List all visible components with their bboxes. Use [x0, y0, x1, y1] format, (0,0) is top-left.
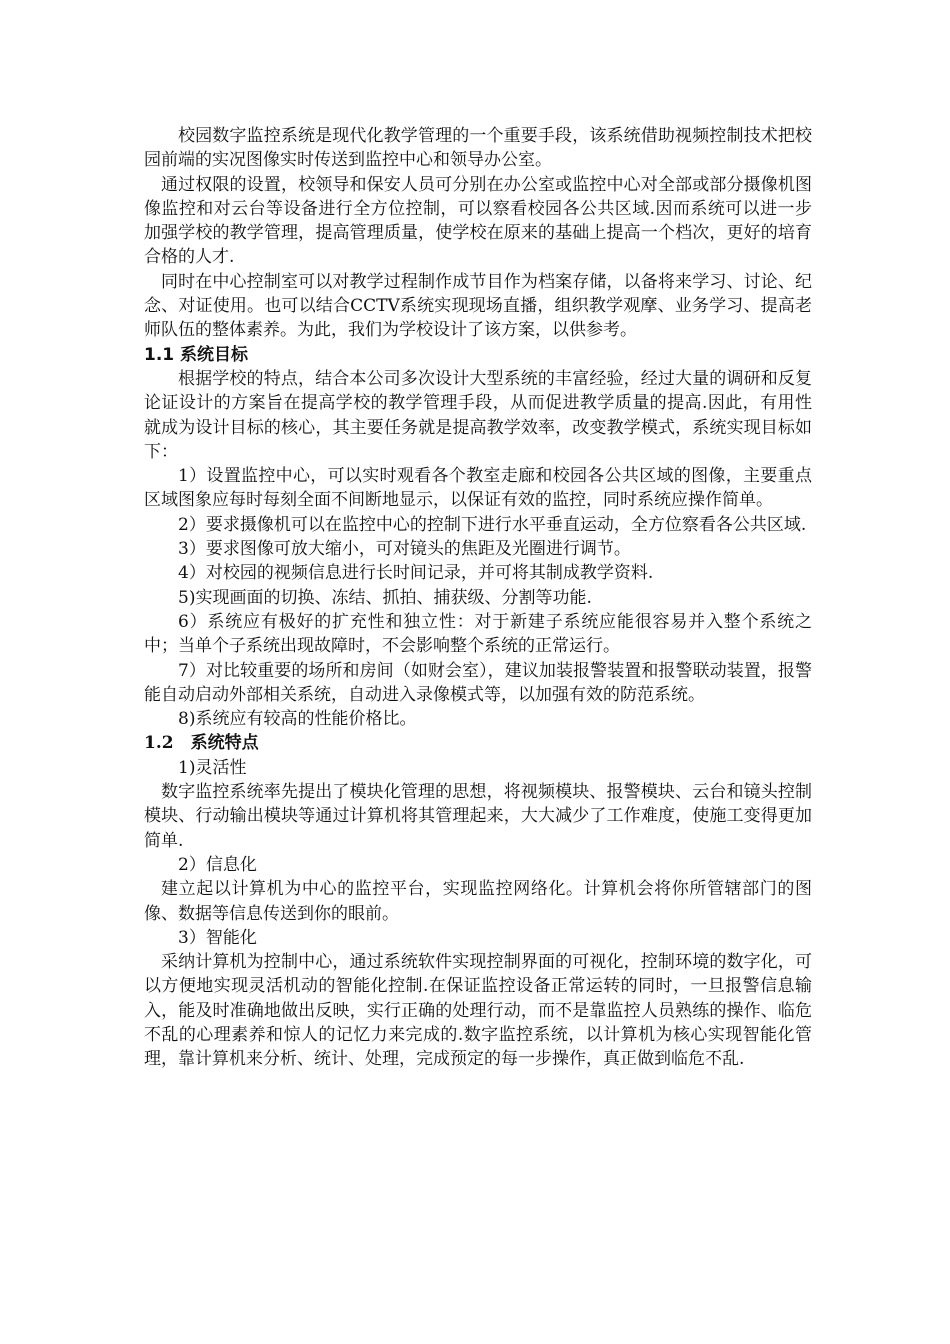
intro-paragraph-2: 通过权限的设置，校领导和保安人员可分别在办公室或监控中心对全部或部分摄像机图像监控和对云台等设备进行全方位控制，可以察看校园各公共区域.因而系统可以进一步加强学校的教学管理，提高管理质量，使学校在原来的基础上提高一个档次，更好的培育合格的人才.	[144, 174, 812, 268]
goal-item-2: 2）要求摄像机可以在监控中心的控制下进行水平垂直运动，全方位察看各公共区域.	[178, 514, 807, 535]
feature-body-informatization: 建立起以计算机为中心的监控平台，实现监控网络化。计算机会将你所管辖部门的图像、数据等信息传送到你的眼前。	[144, 879, 812, 924]
intro-paragraph-3: 同时在中心控制室可以对教学过程制作成节目作为档案存储，以备将来学习、讨论、纪念、对证使用。也可以结合CCTV系统实现现场直播，组织教学观摩、业务学习、提高老师队伍的整体素养。为此，我们为学校设计了该方案，以供参考。	[144, 271, 812, 341]
goal-item-7: 7）对比较重要的场所和房间（如财会室），建议加装报警装置和报警联动装置，报警能自动启动外部相关系统，自动进入录像模式等，以加强有效的防范系统。	[144, 660, 812, 705]
feature-title-informatization: 2）信息化	[178, 854, 257, 875]
section-heading-goals: 1.1 系统目标	[144, 344, 249, 365]
document-page	[144, 124, 812, 1072]
goals-intro-paragraph: 根据学校的特点，结合本公司多次设计大型系统的丰富经验，经过大量的调研和反复论证设计的方案旨在提高学校的教学管理手段，从而促进教学质量的提高.因此，有用性就成为设计目标的核心，其主要任务就是提高教学效率，改变教学模式，系统实现目标如下：	[144, 368, 812, 462]
goal-item-6: 6）系统应有极好的扩充性和独立性：对于新建子系统应能很容易并入整个系统之中；当单个子系统出现故障时，不会影响整个系统的正常运行。	[144, 611, 812, 657]
feature-title-intelligence: 3）智能化	[178, 927, 257, 948]
intro-paragraph-1: 校园数字监控系统是现代化教学管理的一个重要手段，该系统借助视频控制技术把校园前端的实况图像实时传送到监控中心和领导办公室。	[144, 126, 812, 171]
feature-title-flexibility: 1)灵活性	[178, 757, 247, 778]
goal-item-5: 5)实现画面的切换、冻结、抓拍、捕获级、分割等功能.	[178, 587, 592, 608]
goal-item-1: 1）设置监控中心，可以实时观看各个教室走廊和校园各公共区域的图像，主要重点区域图象应每时每刻全面不间断地显示，以保证有效的监控，同时系统应操作简单。	[144, 466, 812, 511]
feature-body-flexibility: 数字监控系统率先提出了模块化管理的思想，将视频模块、报警模块、云台和镜头控制模块、行动输出模块等通过计算机将其管理起来，大大减少了工作难度，使施工变得更加简单.	[144, 782, 812, 851]
feature-body-intelligence: 采纳计算机为控制中心，通过系统软件实现控制界面的可视化，控制环境的数字化，可以方便地实现灵活机动的智能化控制.在保证监控设备正常运转的同时，一旦报警信息输入，能及时准确地做出反映，实行正确的处理行动，而不是靠监控人员熟练的操作、临危不乱的心理素养和惊人的记忆力来完成的.数字监控系统，以计算机为核心实现智能化管理，靠计算机来分析、统计、处理，完成预定的每一步操作，真正做到临危不乱.	[144, 952, 812, 1070]
section-heading-features: 1.2 系统特点	[144, 733, 259, 754]
goal-item-8: 8)系统应有较高的性能价格比。	[178, 709, 417, 730]
goal-item-3: 3）要求图像可放大缩小，可对镜头的焦距及光圈进行调节。	[178, 539, 631, 560]
goal-item-4: 4）对校园的视频信息进行长时间记录，并可将其制成教学资料.	[178, 563, 654, 584]
